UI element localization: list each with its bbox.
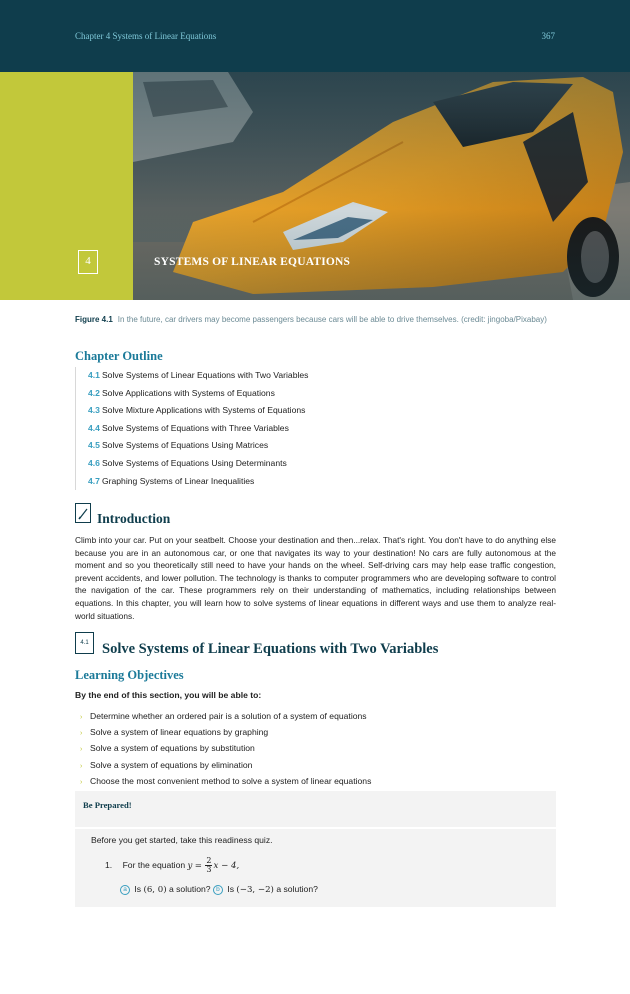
chapter-outline-list (75, 367, 555, 490)
chapter-hero (0, 72, 630, 300)
section-title: Solve Systems of Linear Equations with Two Variables (102, 641, 439, 657)
outline-item-text: Graphing Systems of Linear Inequalities (101, 475, 255, 486)
outline-item-number: 4.4 (88, 422, 100, 433)
outline-item[interactable] (88, 473, 555, 491)
introduction-heading: Introduction (97, 511, 171, 526)
part-b-post: a solution? (276, 884, 318, 894)
part-a-pair: (6, 0) (143, 885, 167, 895)
outline-item-text: Solve Systems of Equations Using Matrices (101, 440, 269, 451)
be-prepared-intro: Before you get started, take this readiness quiz. (91, 835, 273, 845)
part-a-marker: a (120, 885, 130, 895)
part-b-marker: b (213, 885, 223, 895)
learning-objectives-intro: By the end of this section, you will be able to: (75, 690, 262, 700)
outline-item-number: 4.1 (88, 370, 100, 380)
bullet-icon: › (80, 714, 83, 721)
part-b-pair: (−3, −2) (236, 885, 274, 895)
outline-item-text: Solve Systems of Equations Using Determinants (101, 457, 287, 468)
be-prepared-heading: Be Prepared! (75, 791, 556, 829)
outline-item[interactable] (88, 402, 555, 420)
objective-text: Choose the most convenient method to solve a system of linear equations (90, 775, 372, 786)
objective-text: Solve a system of equations by substitution (90, 743, 255, 754)
question-text: For the equation (122, 859, 186, 870)
outline-item-number: 4.7 (88, 475, 100, 486)
equation-fraction (205, 857, 212, 874)
outline-item[interactable] (88, 420, 555, 438)
list-item (80, 774, 550, 790)
figure-label: Figure 4.1 (75, 315, 113, 324)
page-header (0, 0, 630, 72)
part-a-pre: Is (134, 884, 142, 894)
objective-text: Solve a system of equations by elimination (90, 759, 253, 770)
lime-accent-block (0, 72, 133, 300)
equation-equals: = (194, 860, 202, 871)
fraction-numerator: 2 (206, 856, 212, 865)
learning-objectives-heading: Learning Objectives (75, 668, 184, 682)
objective-text: Solve a system of linear equations by graphing (90, 727, 269, 738)
part-b-pre: Is (227, 884, 235, 894)
page-number: 367 (541, 31, 555, 41)
introduction-body: Climb into your car. Put on your seatbelt. Choose your destination and then...relax. That's right. You don't have to do anything else because you are in an autonomous car, or one that navigates its way to your destination! No cars are fully autonomous at the moment and so you theoretically still need to have your hands on the wheel. Self-driving cars may help ease traffic congestion, prevent accidents, and lower pollution. The technology is thanks to computer programmers who are developing software to control the navigation of the car. These programmers rely on their understanding of mathematics, including relationships between equations. In this chapter, you will learn how to solve systems of linear equations in different ways and use them to analyze real-world situations. (75, 535, 556, 621)
bullet-icon: › (80, 730, 83, 738)
outline-item[interactable] (88, 437, 555, 455)
quiz-question-1 (105, 857, 239, 874)
outline-item[interactable] (88, 455, 555, 473)
bullet-icon: › (80, 746, 83, 754)
chapter-outline-heading: Chapter Outline (75, 349, 163, 363)
chapter-number-box: 4 (78, 250, 98, 274)
outline-item-text: Solve Applications with Systems of Equations (101, 387, 275, 398)
equation-lhs: y (187, 860, 193, 871)
be-prepared-box (75, 791, 556, 907)
outline-item[interactable] (88, 367, 555, 385)
outline-item-number: 4.3 (88, 405, 100, 416)
figure-caption-text: In the future, car drivers may become passengers because cars will be able to drive themselves. (credit: jingoba/Pixabay) (117, 315, 547, 324)
outline-item-number: 4.6 (88, 457, 100, 468)
list-item (80, 725, 550, 741)
list-item (80, 741, 550, 757)
learning-objectives-list (80, 709, 550, 790)
bullet-icon: › (80, 778, 83, 786)
list-item (80, 709, 550, 725)
outline-item-number: 4.2 (88, 387, 100, 398)
outline-item-text: Solve Systems of Linear Equations with Two Variables (101, 370, 309, 380)
outline-item[interactable] (88, 385, 555, 403)
outline-item-text: Solve Systems of Equations with Three Variables (101, 422, 289, 433)
part-a-post: a solution? (168, 884, 211, 894)
pencil-icon (75, 503, 91, 523)
equation-rest: x − 4, (213, 860, 240, 871)
section-number-box: 4.1 (75, 632, 94, 654)
fraction-denominator: 3 (206, 865, 212, 874)
question-number: 1. (105, 859, 113, 870)
outline-item-number: 4.5 (88, 440, 100, 451)
objective-text: Determine whether an ordered pair is a solution of a system of equations (90, 711, 367, 721)
quiz-question-1-parts (120, 884, 318, 895)
outline-item-text: Solve Mixture Applications with Systems of Equations (101, 405, 306, 416)
figure-caption (75, 315, 565, 324)
list-item (80, 758, 550, 774)
bullet-icon: › (80, 762, 83, 770)
running-chapter-label: Chapter 4 Systems of Linear Equations (75, 31, 217, 41)
chapter-title: SYSTEMS OF LINEAR EQUATIONS (154, 256, 351, 268)
